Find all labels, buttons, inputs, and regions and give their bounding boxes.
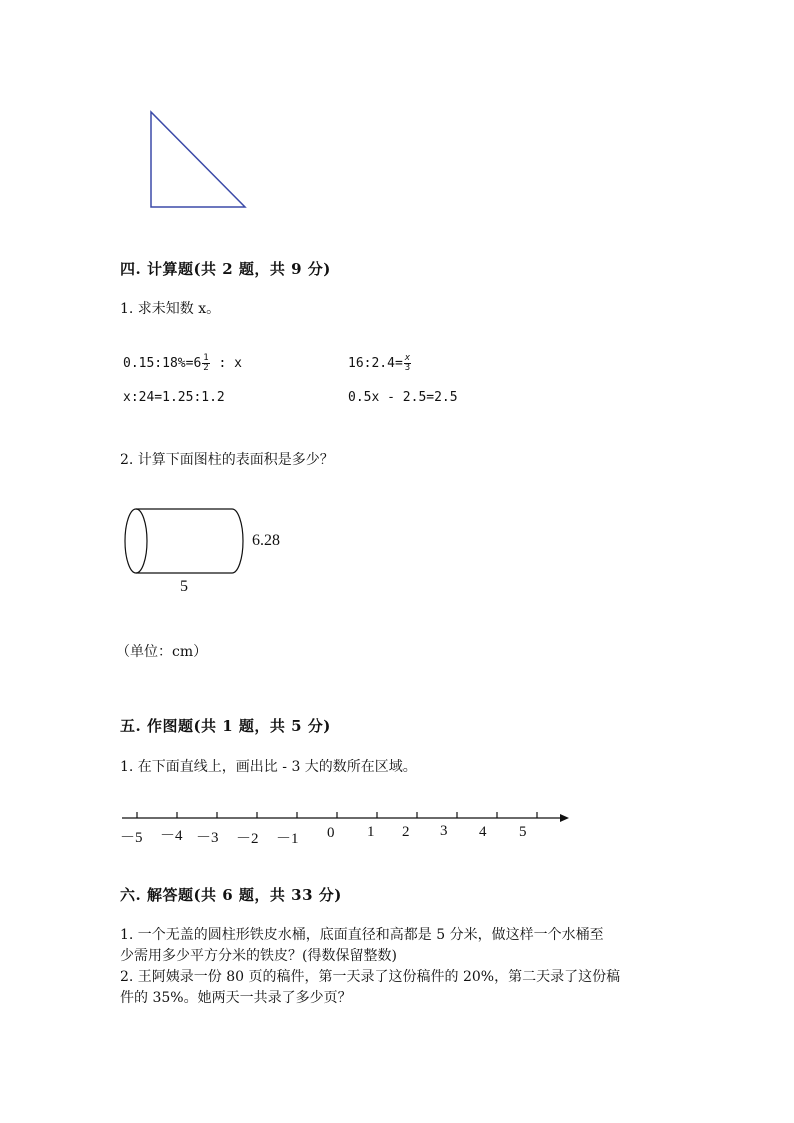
tick-label-3: 3 [440, 823, 448, 839]
tick-label-5: 5 [519, 824, 527, 840]
equation-1-left: 0.15:18%=6 [123, 356, 202, 371]
equation-2 [348, 354, 412, 373]
s6-q2-text [120, 967, 680, 1009]
tick-label-minus-5: －5 [120, 830, 143, 846]
number-line-arrow-icon [560, 814, 569, 822]
s4-q2-text: 2. 计算下面图柱的表面积是多少？ [120, 452, 334, 468]
number-line [120, 808, 575, 830]
s4-q1-text: 1. 求未知数 x。 [120, 301, 221, 317]
tick-label-minus-4: －4 [160, 828, 183, 844]
fraction-x-over-3 [404, 354, 411, 373]
fraction-numerator: 1 [203, 353, 209, 363]
s6-q1-text [120, 925, 680, 967]
section-4-title: 四. 计算题(共 2 题，共 9 分) [120, 260, 331, 278]
fraction-denominator: 2 [203, 363, 209, 373]
equation-2-left: 16:2.4= [348, 356, 403, 371]
cylinder-left-face [125, 509, 147, 573]
cylinder-diameter-label: 5 [180, 578, 188, 595]
section-5-title: 五. 作图题(共 1 题，共 5 分) [120, 717, 331, 735]
equation-3: x:24=1.25:1.2 [123, 390, 225, 405]
tick-label-4: 4 [479, 824, 487, 840]
fraction-denominator: 3 [404, 363, 411, 373]
tick-label-minus-2: －2 [236, 831, 259, 847]
s6-q2-line1: 2. 王阿姨录一份 80 页的稿件，第一天录了这份稿件的 20%，第二天录了这份稿 [120, 969, 621, 985]
equation-1-right: : x [210, 356, 243, 371]
section-6-title: 六. 解答题(共 6 题，共 33 分) [120, 886, 342, 904]
tick-label-1: 1 [367, 824, 375, 840]
s6-q2-line2: 件的 35%。她两天一共录了多少页？ [120, 990, 352, 1006]
equation-1 [123, 354, 242, 373]
right-triangle-figure [140, 105, 255, 215]
tick-label-minus-1: －1 [276, 831, 299, 847]
cylinder-right-arc [232, 509, 243, 573]
triangle-shape [151, 112, 245, 207]
s6-q1-line2: 少需用多少平方分米的铁皮？(得数保留整数) [120, 948, 397, 964]
equation-4: 0.5x - 2.5=2.5 [348, 390, 458, 405]
tick-label-2: 2 [402, 824, 410, 840]
tick-label-minus-3: －3 [196, 830, 219, 846]
fraction-one-half [202, 354, 209, 373]
unit-note: （单位：cm） [116, 644, 208, 660]
s5-q1-text: 1. 在下面直线上，画出比 - 3 大的数所在区域。 [120, 759, 417, 775]
s6-q1-line1: 1. 一个无盖的圆柱形铁皮水桶，底面直径和高都是 5 分米，做这样一个水桶至 [120, 927, 604, 943]
cylinder-figure [120, 500, 255, 580]
tick-label-0: 0 [327, 825, 335, 841]
fraction-numerator: x [404, 353, 411, 363]
number-line-ticks [137, 812, 537, 818]
cylinder-height-label: 6.28 [252, 532, 280, 549]
